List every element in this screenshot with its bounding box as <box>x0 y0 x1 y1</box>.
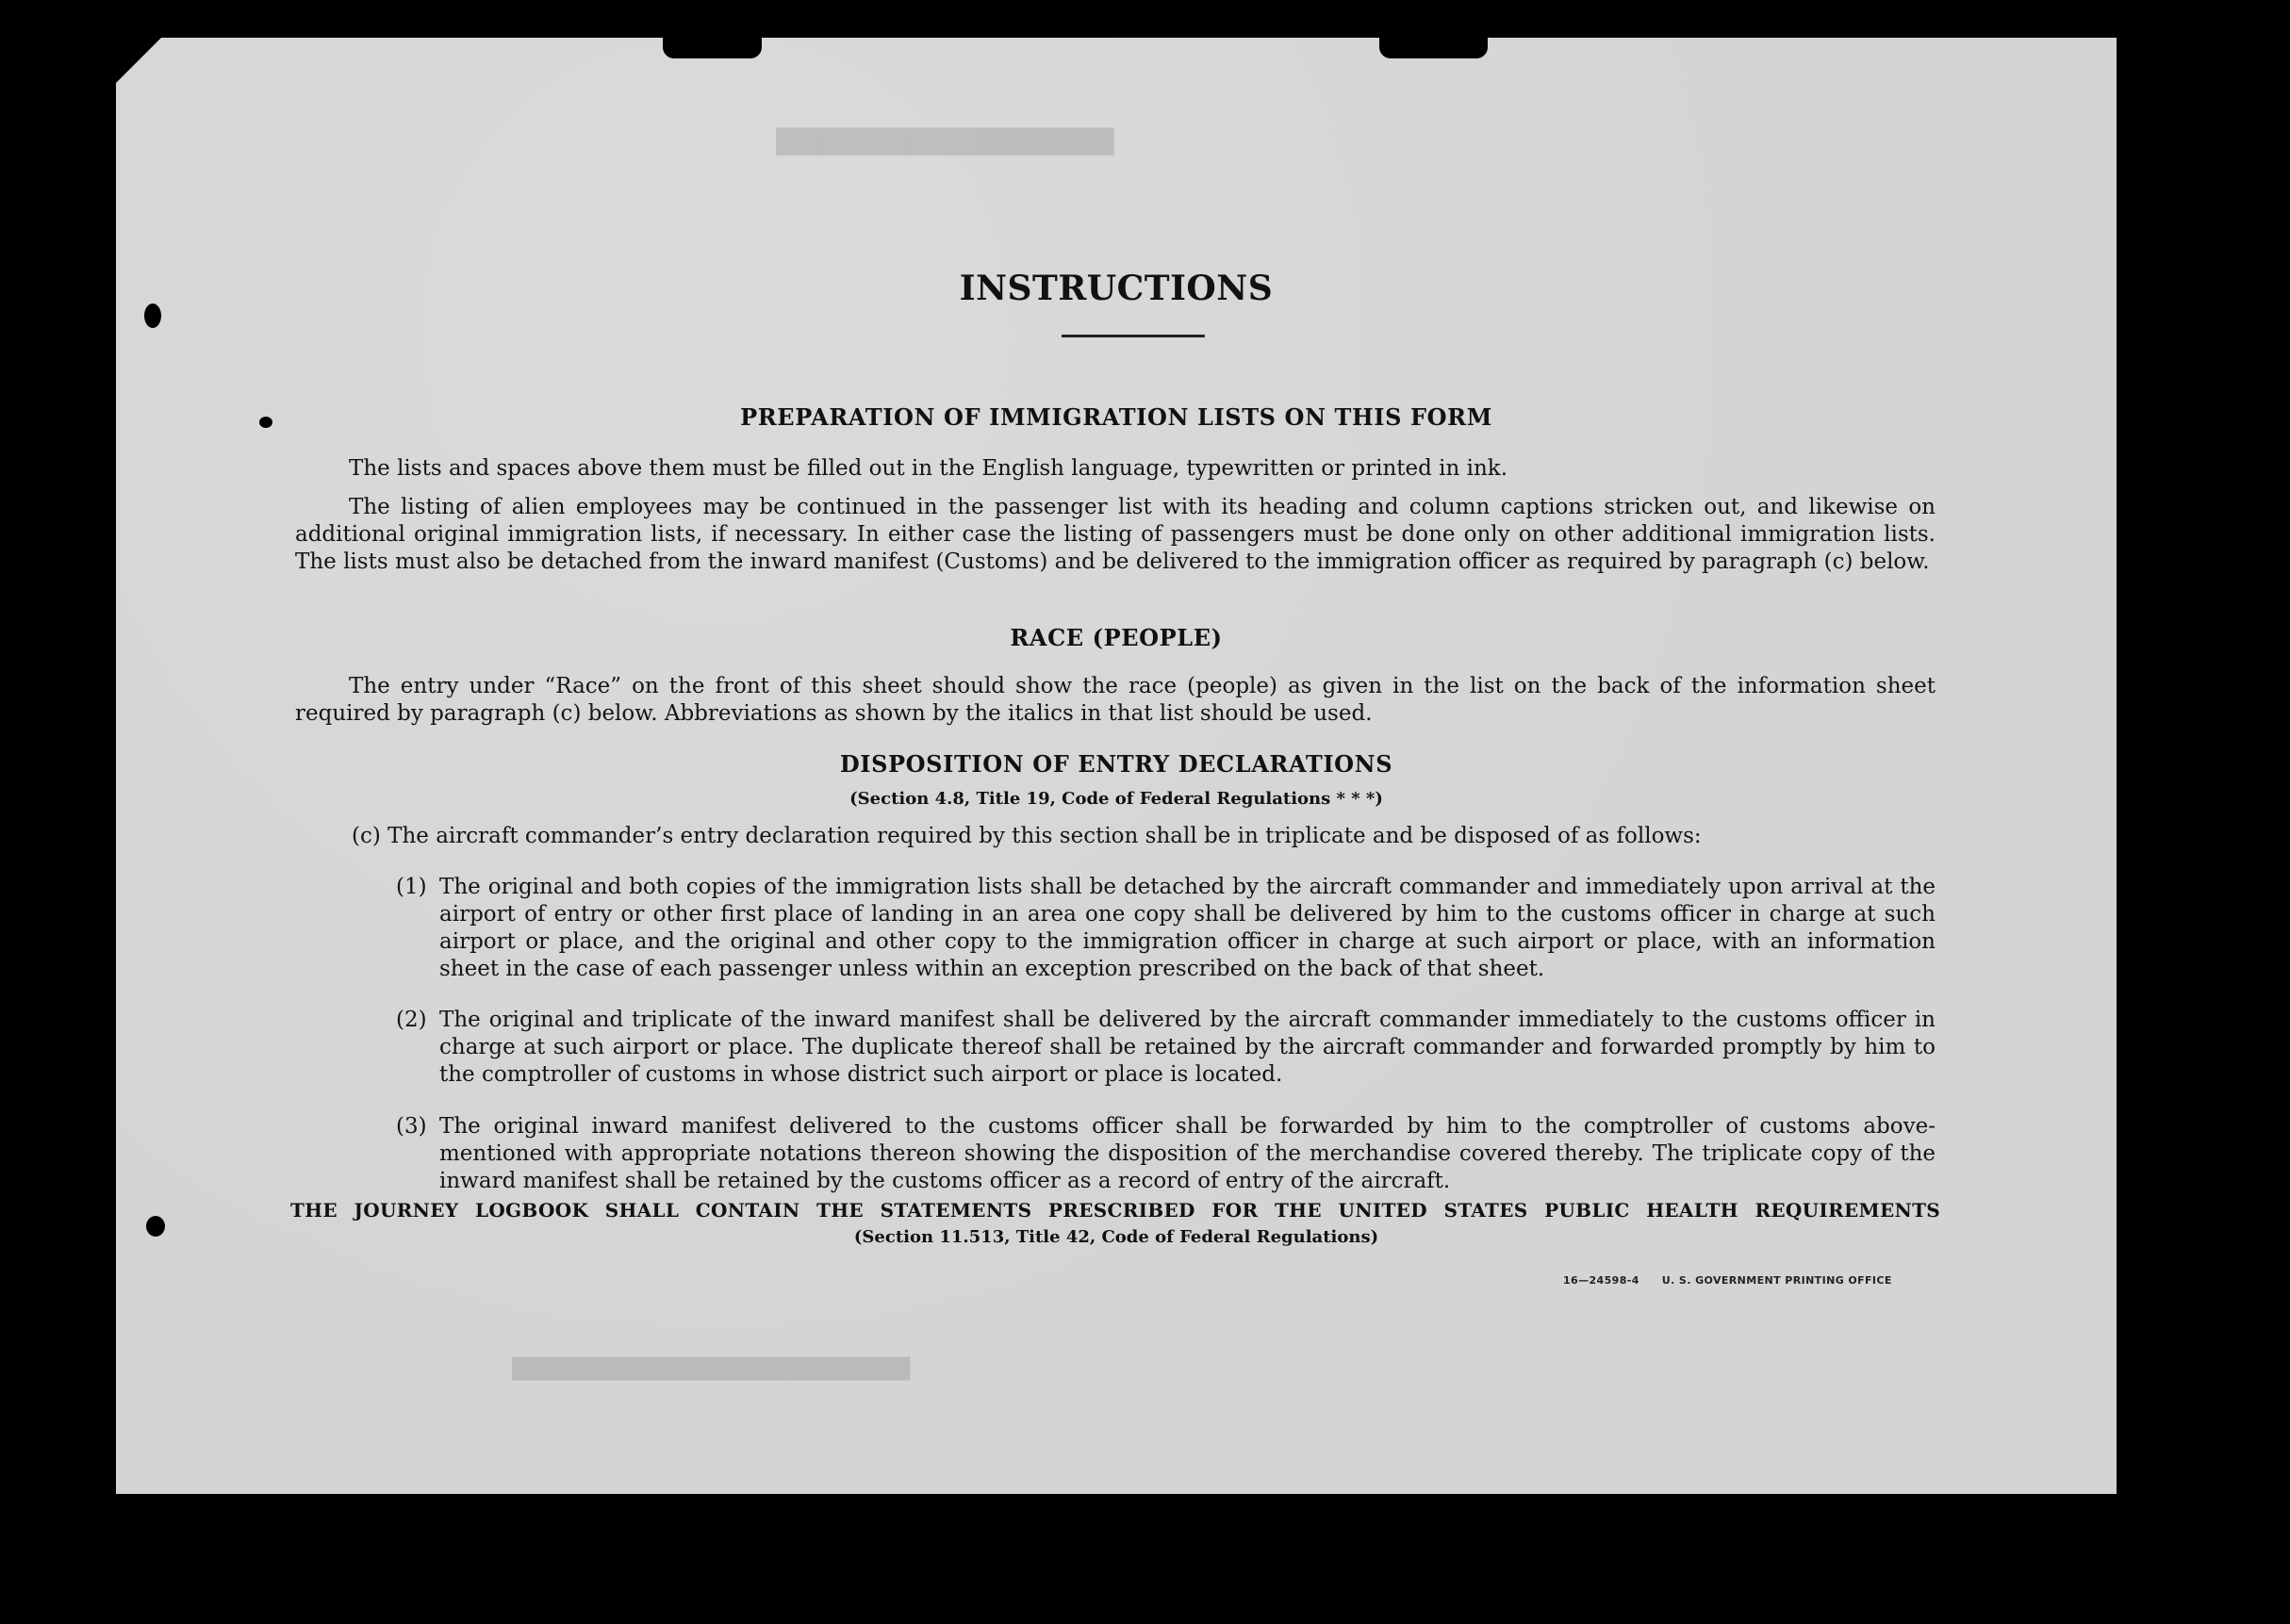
document-sheet <box>116 38 2117 1494</box>
disposition-item-1 <box>396 874 1936 983</box>
preparation-paragraph-1: The lists and spaces above them must be filled out in the English language, typewritten or printed in ink. <box>349 456 1508 481</box>
ink-speck <box>259 417 272 428</box>
disposition-intro: (c) The aircraft commander’s entry declaration required by this section shall be in triplicate and be disposed of as follows: <box>352 824 1702 848</box>
printer-name: U. S. GOVERNMENT PRINTING OFFICE <box>1661 1274 1892 1287</box>
page-title: INSTRUCTIONS <box>959 269 1274 308</box>
race-paragraph: The entry under “Race” on the front of this sheet should show the race (people) as given in the list on the back of the information sheet required by paragraph (c) below. Abbreviations as shown by the italics in that list should be used. <box>295 674 1936 726</box>
item-number: (1) <box>396 875 427 899</box>
disposition-item-2 <box>396 1007 1936 1089</box>
punch-mark <box>146 1216 165 1237</box>
binding-notch <box>1379 38 1488 58</box>
binding-notch <box>663 38 762 58</box>
disposition-item-3 <box>396 1113 1936 1195</box>
bleed-through-text: ████████████████████████████████ <box>512 1357 911 1381</box>
torn-corner <box>116 38 161 83</box>
title-rule <box>1062 335 1205 337</box>
item-text: The original and both copies of the immigration lists shall be detached by the aircraft commander and immediately upon arrival at the airport of entry or other first place of landing in an area one copy shall be delivered by him to the customs officer in charge at such airport or place, and the original and other copy to the immigration officer in charge at such airport or place, with an information sheet in the case of each passenger unless within an exception prescribed on the back of that sheet. <box>439 875 1936 981</box>
item-number: (3) <box>396 1114 427 1139</box>
punch-mark <box>144 303 161 328</box>
form-number: 16—24598-4 <box>1563 1274 1639 1287</box>
item-text: The original inward manifest delivered to the customs officer shall be forwarded by him to the comptroller of customs above-mentioned with appropriate notations thereon showing the disposition of the merchandise covered thereby. The triplicate copy of the inward manifest shall be retained by the customs officer as a record of entry of the aircraft. <box>439 1114 1936 1193</box>
journey-logbook-notice: THE JOURNEY LOGBOOK SHALL CONTAIN THE STATEMENTS PRESCRIBED FOR THE UNITED STATES PUBLIC HEALTH REQUIREMENTS <box>290 1199 1940 1222</box>
preparation-paragraph-2: The listing of alien employees may be continued in the passenger list with its heading and column captions stricken out, and likewise on additional original immigration lists, if necessary. In either case the listing of passengers must be done only on other additional immigration lists. The lists must also be detached from the inward manifest (Customs) and be delivered to the immigration officer as required by paragraph (c) below. <box>295 495 1936 574</box>
section-title-disposition: DISPOSITION OF ENTRY DECLARATIONS <box>839 750 1393 778</box>
section-title-preparation: PREPARATION OF IMMIGRATION LISTS ON THIS FORM <box>740 403 1492 431</box>
disposition-subtitle: (Section 4.8, Title 19, Code of Federal Regulations * * *) <box>849 789 1383 809</box>
item-number: (2) <box>396 1008 427 1032</box>
item-text: The original and triplicate of the inward manifest shall be delivered by the aircraft commander immediately to the customs officer in charge at such airport or place. The duplicate thereof shall be retained by the aircraft commander and forwarded promptly by him to the comptroller of customs in whose district such airport or place is located. <box>439 1008 1936 1087</box>
printer-imprint <box>1563 1274 1892 1287</box>
journey-logbook-reference: (Section 11.513, Title 42, Code of Federal Regulations) <box>853 1227 1379 1247</box>
bleed-through-text: ███████████████████████ <box>776 127 1114 156</box>
section-title-race: RACE (PEOPLE) <box>1010 624 1223 651</box>
